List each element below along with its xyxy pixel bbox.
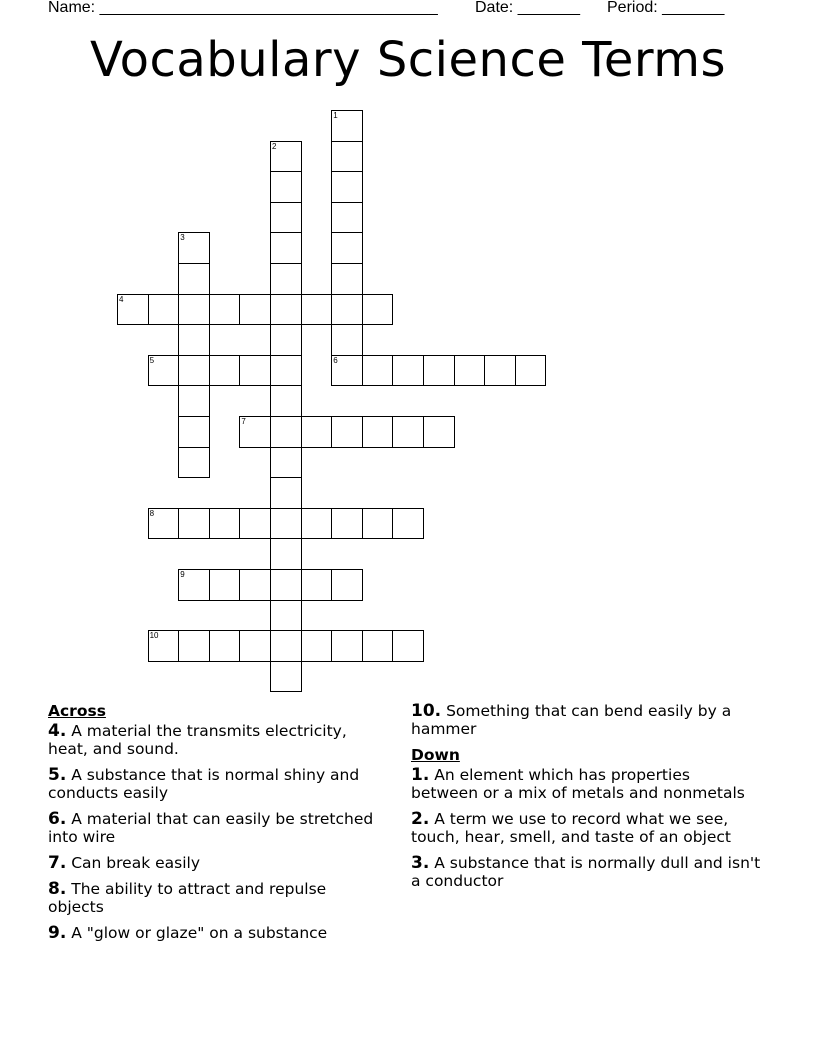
clue-across-8 [48, 880, 378, 916]
crossword-cell[interactable] [301, 294, 333, 326]
clue-text: Something that can bend easily by a hammer [411, 702, 732, 738]
crossword-cell[interactable] [239, 569, 271, 601]
across-heading: Across [48, 702, 106, 720]
crossword-cell[interactable] [270, 630, 302, 662]
crossword-cell[interactable] [515, 355, 547, 387]
crossword-cell[interactable] [270, 416, 302, 448]
crossword-cell[interactable] [331, 355, 363, 387]
crossword-cell[interactable] [178, 508, 210, 540]
clue-text: A substance that is normally dull and isn't a conductor [411, 854, 761, 890]
clue-number-label: 1 [333, 111, 338, 120]
clue-across-7 [48, 854, 378, 872]
clue-number: 7. [48, 853, 67, 873]
down-heading: Down [411, 746, 460, 764]
crossword-cell[interactable] [331, 110, 363, 142]
crossword-cell[interactable] [331, 294, 363, 326]
clue-across-5 [48, 766, 378, 802]
crossword-cell[interactable] [454, 355, 486, 387]
crossword-cell[interactable] [362, 630, 394, 662]
crossword-cell[interactable] [239, 294, 271, 326]
crossword-cell[interactable] [423, 416, 455, 448]
crossword-cell[interactable] [148, 508, 180, 540]
crossword-cell[interactable] [331, 324, 363, 356]
crossword-cell[interactable] [178, 447, 210, 479]
crossword-cell[interactable] [178, 263, 210, 295]
crossword-cell[interactable] [209, 294, 241, 326]
clue-text: A material the transmits electricity, heat, and sound. [48, 722, 347, 758]
clue-number-label: 5 [149, 355, 155, 365]
crossword-cell[interactable] [270, 263, 302, 295]
clue-number-label: 7 [241, 417, 246, 426]
crossword-cell[interactable] [331, 630, 363, 662]
crossword-cell[interactable] [484, 355, 516, 387]
crossword-cell[interactable] [331, 202, 363, 234]
clue-text: An element which has properties between or a mix of metals and nonmetals [411, 766, 745, 802]
clue-number-label: 6 [333, 355, 338, 365]
crossword-cell[interactable] [148, 355, 180, 387]
clue-number-label: 2 [272, 141, 277, 151]
crossword-cell[interactable] [178, 569, 210, 601]
crossword-cell[interactable] [270, 569, 302, 601]
crossword-cell[interactable] [331, 508, 363, 540]
clue-down-1 [411, 766, 761, 802]
clue-down-3 [411, 854, 761, 890]
crossword-cell[interactable] [209, 630, 241, 662]
clue-number-label: 9 [180, 570, 185, 579]
clue-number: 9. [48, 923, 67, 943]
crossword-cell[interactable] [209, 355, 241, 387]
clue-across-4 [48, 722, 378, 758]
crossword-cell[interactable] [178, 630, 210, 662]
crossword-cell[interactable] [331, 232, 363, 264]
crossword-cell[interactable] [239, 355, 271, 387]
clue-number: 10. [411, 701, 442, 721]
clue-across-9 [48, 924, 378, 942]
crossword-cell[interactable] [270, 355, 302, 387]
across-clues [48, 702, 378, 950]
crossword-cell[interactable] [178, 294, 210, 326]
crossword-cell[interactable] [362, 416, 394, 448]
crossword-cell[interactable] [392, 630, 424, 662]
clue-across-6 [48, 810, 378, 846]
crossword-cell[interactable] [362, 508, 394, 540]
crossword-cell[interactable] [301, 569, 333, 601]
crossword-cell[interactable] [270, 477, 302, 509]
clue-text: A "glow or glaze" on a substance [71, 924, 328, 942]
crossword-cell[interactable] [270, 171, 302, 203]
crossword-cell[interactable] [178, 355, 210, 387]
crossword-cell[interactable] [239, 508, 271, 540]
crossword-cell[interactable] [331, 263, 363, 295]
crossword-cell[interactable] [301, 416, 333, 448]
crossword-cell[interactable] [270, 447, 302, 479]
clue-number-label: 10 [149, 631, 159, 641]
crossword-cell[interactable] [270, 508, 302, 540]
clue-down-2 [411, 810, 761, 846]
crossword-cell[interactable] [148, 294, 180, 326]
clue-number: 1. [411, 765, 430, 785]
clue-text: A material that can easily be stretched into wire [48, 810, 374, 846]
crossword-cell[interactable] [178, 416, 210, 448]
clue-number: 6. [48, 809, 67, 829]
crossword-cell[interactable] [362, 294, 394, 326]
clue-number-label: 8 [149, 508, 155, 518]
crossword-cell[interactable] [392, 355, 424, 387]
clue-text: A substance that is normal shiny and conducts easily [48, 766, 360, 802]
crossword-cell[interactable] [270, 600, 302, 632]
clue-across-10 [411, 702, 761, 738]
clue-text: The ability to attract and repulse objects [48, 880, 327, 916]
crossword-cell[interactable] [239, 416, 271, 448]
crossword-cell[interactable] [178, 232, 210, 264]
crossword-cell[interactable] [239, 630, 271, 662]
clue-number: 2. [411, 809, 430, 829]
crossword-cell[interactable] [331, 141, 363, 173]
crossword-cell[interactable] [331, 569, 363, 601]
clue-number: 8. [48, 879, 67, 899]
crossword-cell[interactable] [331, 171, 363, 203]
crossword-cell[interactable] [362, 355, 394, 387]
crossword-cell[interactable] [392, 416, 424, 448]
page-title: Vocabulary Science Terms [90, 32, 726, 88]
crossword-cell[interactable] [423, 355, 455, 387]
header [0, 0, 816, 20]
clue-number: 4. [48, 721, 67, 741]
crossword-cell[interactable] [270, 294, 302, 326]
name-field-label[interactable]: Name: ______________________________________ [48, 0, 438, 16]
crossword-cell[interactable] [270, 202, 302, 234]
right-clue-column [411, 702, 761, 898]
clue-number-label: 3 [180, 233, 185, 243]
crossword-cell[interactable] [178, 324, 210, 356]
crossword-cell[interactable] [270, 141, 302, 173]
crossword-cell[interactable] [301, 630, 333, 662]
period-field-label[interactable]: Period: _______ [607, 0, 725, 16]
crossword-cell[interactable] [301, 508, 333, 540]
clue-text: A term we use to record what we see, touch, hear, smell, and taste of an object [411, 810, 732, 846]
date-field-label[interactable]: Date: _______ [475, 0, 580, 16]
crossword-cell[interactable] [392, 508, 424, 540]
clue-number-label: 4 [119, 294, 124, 304]
crossword-cell[interactable] [148, 630, 180, 662]
crossword-cell[interactable] [270, 324, 302, 356]
clue-number: 5. [48, 765, 67, 785]
crossword-cell[interactable] [209, 569, 241, 601]
crossword-cell[interactable] [178, 385, 210, 417]
crossword-cell[interactable] [270, 385, 302, 417]
crossword-cell[interactable] [270, 232, 302, 264]
crossword-cell[interactable] [270, 661, 302, 693]
clue-text: Can break easily [71, 854, 201, 872]
crossword-cell[interactable] [209, 508, 241, 540]
crossword-cell[interactable] [117, 294, 149, 326]
clue-number: 3. [411, 853, 430, 873]
crossword-cell[interactable] [331, 416, 363, 448]
crossword-cell[interactable] [270, 538, 302, 570]
